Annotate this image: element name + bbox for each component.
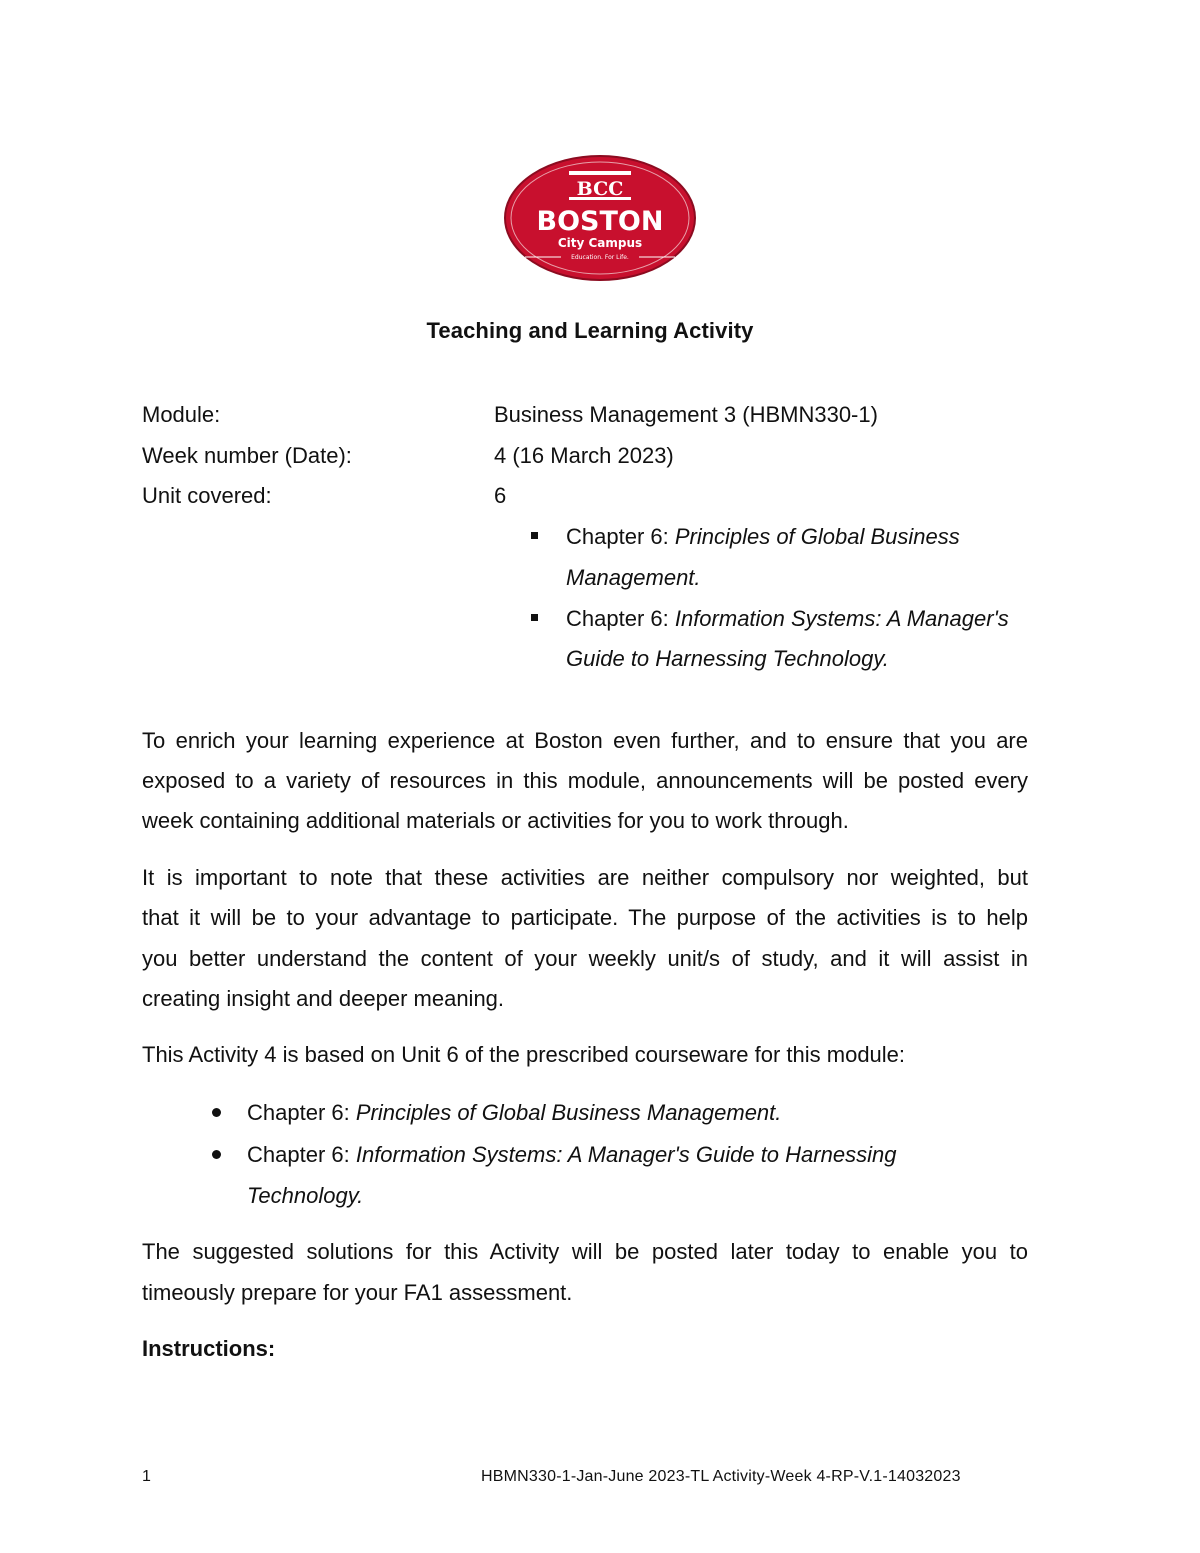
unit-title-continued: Guide to Harnessing Technology.: [566, 646, 889, 671]
unit-item: [566, 606, 1009, 632]
paragraph-line: The suggested solutions for this Activity will be posted later today to enable you to: [142, 1239, 1028, 1264]
document-reference: HBMN330-1-Jan-June 2023-TL Activity-Week 4-RP-V.1-14032023: [481, 1468, 961, 1485]
square-bullet-icon: [531, 614, 538, 621]
logo-subtitle: City Campus: [557, 236, 643, 250]
logo-name: BOSTON: [536, 206, 664, 237]
paragraph-line: you better understand the content of your weekly unit/s of study, and it will assist in: [142, 946, 1028, 971]
paragraph-line: To enrich your learning experience at Boston even further, and to ensure that you are: [142, 728, 1028, 753]
square-bullet-icon: [531, 532, 538, 539]
week-value: 4 (16 March 2023): [494, 443, 674, 468]
round-bullet-icon: [212, 1150, 221, 1159]
instructions-heading: Instructions:: [142, 1336, 276, 1361]
bullet-title: Information Systems: A Manager's Guide to Harnessing: [355, 1142, 897, 1167]
unit-item-continued: [566, 646, 889, 672]
unit-prefix: Chapter 6:: [566, 524, 675, 549]
unit-title-continued: Management.: [566, 565, 701, 590]
module-label: Module:: [142, 402, 221, 427]
logo-initials: BCC: [576, 178, 624, 200]
page-title: Teaching and Learning Activity: [426, 318, 754, 343]
unit-item-continued: [566, 565, 701, 591]
paragraph-line: timeously prepare for your FA1 assessment.: [142, 1280, 573, 1305]
paragraph-line: It is important to note that these activities are neither compulsory nor weighted, but: [142, 865, 1028, 890]
bullet-title: Principles of Global Business Management.: [355, 1100, 782, 1125]
unit-title: Principles of Global Business: [674, 524, 960, 549]
paragraph-line: week containing additional materials or activities for you to work through.: [142, 808, 849, 833]
paragraph-line: exposed to a variety of resources in this module, announcements will be posted every: [142, 768, 1028, 793]
unit-label: Unit covered:: [142, 483, 272, 508]
paragraph-line: creating insight and deeper meaning.: [142, 986, 505, 1011]
bullet-item: [247, 1100, 781, 1126]
module-value: Business Management 3 (HBMN330-1): [494, 402, 878, 427]
bullet-title-continued: Technology.: [247, 1183, 364, 1208]
unit-prefix: Chapter 6:: [566, 606, 675, 631]
unit-title: Information Systems: A Manager's: [674, 606, 1009, 631]
page-number: 1: [142, 1468, 151, 1485]
logo-tagline: Education. For Life.: [571, 254, 629, 261]
boston-city-campus-logo: [503, 154, 697, 282]
round-bullet-icon: [212, 1108, 221, 1117]
bullet-prefix: Chapter 6:: [247, 1100, 356, 1125]
paragraph-line: This Activity 4 is based on Unit 6 of the prescribed courseware for this module:: [142, 1042, 906, 1067]
week-label: Week number (Date):: [142, 443, 352, 468]
bullet-item: [247, 1142, 896, 1168]
bullet-prefix: Chapter 6:: [247, 1142, 356, 1167]
unit-item: [566, 524, 960, 550]
bullet-item-continued: [247, 1183, 363, 1209]
unit-value: 6: [494, 483, 507, 508]
paragraph-line: that it will be to your advantage to participate. The purpose of the activities is to help: [142, 905, 1028, 930]
